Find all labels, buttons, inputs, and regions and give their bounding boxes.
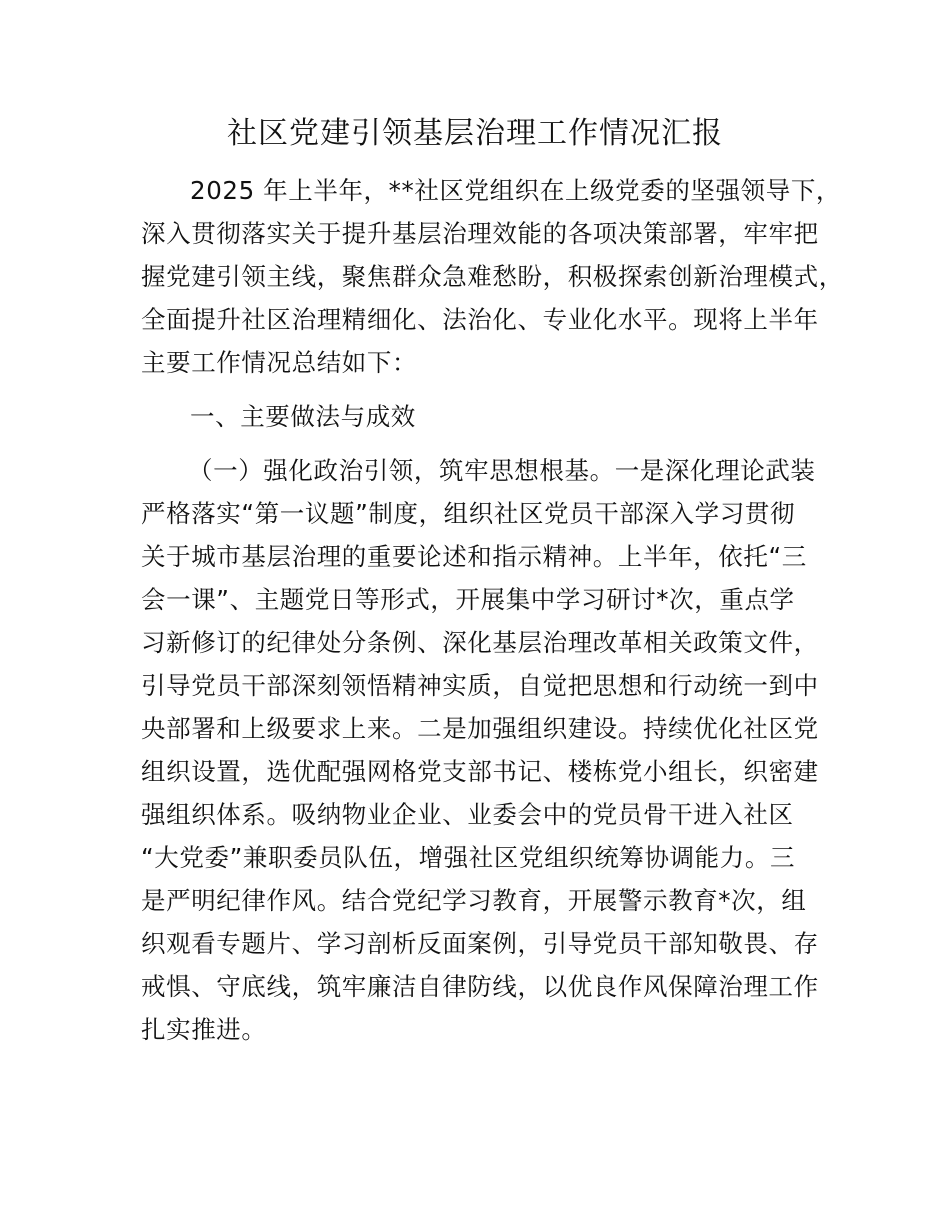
paragraph-line: 织观看专题片、学习剖析反面案例，引导党员干部知敬畏、存 — [141, 929, 819, 958]
paragraph-line: 强组织体系。吸纳物业企业、业委会中的党员骨干进入社区 — [141, 800, 794, 829]
paragraph-line: 习新修订的纪律处分条例、深化基层治理改革相关政策文件， — [141, 628, 819, 657]
paragraph-line: 关于城市基层治理的重要论述和指示精神。上半年，依托“三 — [141, 542, 807, 571]
paragraph-line: 主要工作情况总结如下： — [141, 348, 418, 377]
paragraph-line: 会一课”、主题党日等形式，开展集中学习研讨*次，重点学 — [141, 585, 795, 614]
paragraph-line: 2025 年上半年，**社区党组织在上级党委的坚强领导下， — [190, 176, 842, 205]
paragraph-line: 握党建引领主线，聚焦群众急难愁盼，积极探索创新治理模式， — [141, 262, 844, 291]
section-heading: 一、主要做法与成效 — [190, 402, 416, 431]
paragraph-line: 引导党员干部深刻领悟精神实质，自觉把思想和行动统一到中 — [141, 671, 819, 700]
paragraph-line: “大党委”兼职委员队伍，增强社区党组织统筹协调能力。三 — [141, 843, 796, 872]
paragraph-line: 全面提升社区治理精细化、法治化、专业化水平。现将上半年 — [141, 305, 819, 334]
paragraph-line: 组织设置，选优配强网格党支部书记、楼栋党小组长，织密建 — [141, 757, 819, 786]
paragraph-line: 央部署和上级要求上来。二是加强组织建设。持续优化社区党 — [141, 714, 819, 743]
paragraph-line: 戒惧、守底线，筑牢廉洁自律防线，以优良作风保障治理工作 — [141, 972, 819, 1001]
paragraph-line: 是严明纪律作风。结合党纪学习教育，开展警示教育*次，组 — [141, 886, 807, 915]
paragraph-line: 严格落实“第一议题”制度，组织社区党员干部深入学习贯彻 — [141, 499, 796, 528]
paragraph-line: 扎实推进。 — [141, 1015, 267, 1044]
paragraph-line: （一）强化政治引领，筑牢思想根基。一是深化理论武装 — [188, 456, 816, 485]
paragraph-line: 深入贯彻落实关于提升基层治理效能的各项决策部署，牢牢把 — [141, 219, 819, 248]
document-title: 社区党建引领基层治理工作情况汇报 — [227, 116, 723, 151]
